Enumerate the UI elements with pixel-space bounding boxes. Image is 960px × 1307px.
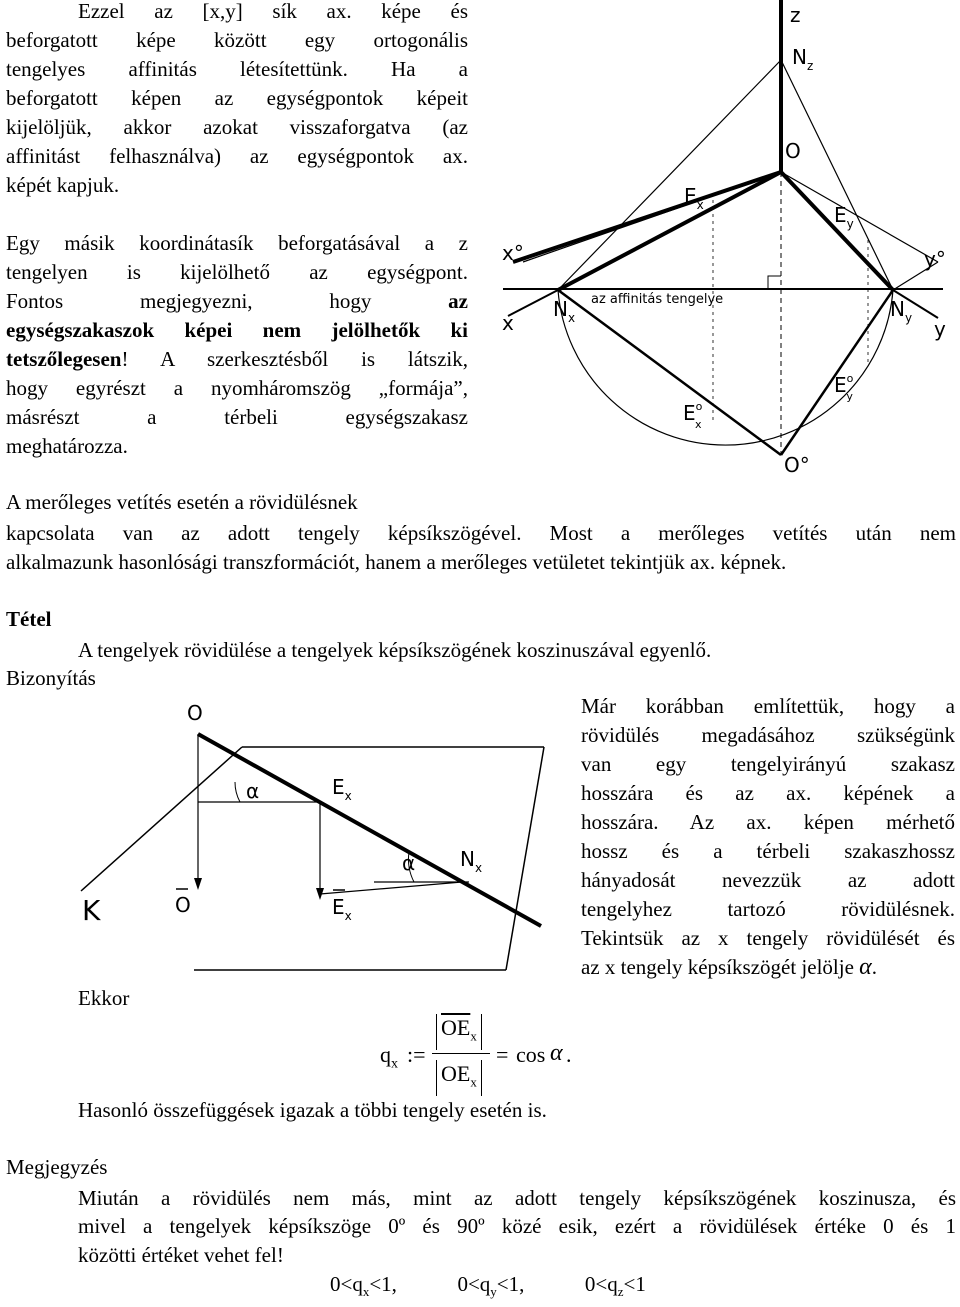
fig1-ey0-sup: o	[846, 372, 854, 385]
fig1-nz-sub: z	[806, 59, 814, 73]
ekkor-label: Ekkor	[78, 986, 130, 1010]
fig1-xdeg-label: x°	[502, 241, 524, 265]
fig1-nx-sub: x	[567, 311, 576, 325]
fig2-exbar-label	[332, 895, 352, 923]
inequality-x-rhs: <1,	[369, 1272, 397, 1296]
formula-q	[380, 1042, 398, 1072]
proof-last-line-text: az x tengely képsíkszögét jelölje	[581, 955, 854, 979]
fig1-ey: E	[834, 203, 847, 227]
intro-line: beforgatott képen az egységpontok képeit	[6, 86, 468, 110]
inequality-y	[457, 1272, 525, 1300]
proof-line: Tekintsük az x tengely rövidülését és	[581, 926, 955, 950]
fig1-ey0-sub: y	[846, 390, 853, 403]
fig2-o-label: O	[187, 701, 203, 725]
note-heading: Megjegyzés	[6, 1155, 108, 1179]
fig1-ex0-sub: x	[695, 418, 702, 431]
fig1-ey0-label	[834, 372, 854, 403]
second-line	[6, 287, 468, 316]
fig1-ey-label	[834, 203, 854, 231]
intro-line: Ezzel az [x,y] sík ax. képe és	[78, 0, 468, 23]
formula-numerator-text: $\overline{OE}$	[441, 1015, 471, 1040]
intro-line: tengelyes affinitás létesítettünk. Ha a	[6, 57, 468, 81]
similar-statement: Hasonló összefüggések igazak a többi tengely esetén is.	[78, 1098, 547, 1122]
proof-alpha-symbol: α	[859, 954, 872, 980]
proof-paragraph	[581, 692, 955, 982]
para3-line1: A merőleges vetítés esetén a rövidülésnek	[6, 490, 358, 514]
formula-denominator-sub: x	[470, 1074, 477, 1090]
fig1-o0-label: O°	[784, 453, 810, 477]
fig1-nz: N	[792, 45, 807, 69]
fig1-nx: N	[553, 297, 568, 321]
second-line-bold: tetszőlegesen	[6, 347, 122, 371]
fig1-ny: N	[890, 297, 905, 321]
inequality-z-lhs: 0<q	[584, 1272, 618, 1296]
inequality-y-rhs: <1,	[496, 1272, 525, 1296]
intro-line: affinitást felhasználva) az egységpontok ax.	[6, 144, 468, 168]
inequality-z	[584, 1272, 646, 1300]
shortening-formula	[380, 1014, 610, 1094]
formula-numerator	[436, 1014, 482, 1050]
fig1-o-label: O	[785, 139, 801, 163]
fig2-nx: N	[460, 847, 475, 871]
fig1-nz-label	[792, 45, 813, 73]
proof-last-line	[581, 953, 955, 982]
proof-line: Már korábban említettük, hogy a	[581, 694, 955, 718]
proof-line: hányadosát nevezzük az adott	[581, 868, 955, 892]
inequality-z-sub: z	[617, 1284, 624, 1300]
inequality-x-sub: x	[362, 1284, 370, 1300]
note-line3: közötti értéket vehet fel!	[78, 1243, 284, 1267]
fig1-x-label: x	[502, 311, 514, 335]
fig2-plane-k-label: K	[82, 894, 101, 927]
fig1-ex-label	[684, 184, 704, 212]
inequality-x	[330, 1272, 397, 1300]
fig2-nx-label	[460, 847, 482, 875]
second-line-part: ! A szerkesztésből is látszik,	[121, 347, 468, 371]
fig2-ex-sub: x	[344, 789, 352, 803]
theorem-text: A tengelyek rövidülése a tengelyek képsíkszögének koszinuszával egyenlő.	[78, 638, 712, 662]
fig1-ex-sub: x	[696, 198, 704, 212]
proof-line: hosszára és az ax. képének a	[581, 781, 955, 805]
second-line-part: Fontos megjegyezni, hogy	[6, 289, 449, 313]
fig1-ydeg-label: y°	[924, 247, 946, 271]
fig2-ex: E	[332, 775, 345, 799]
proof-line: hossz és a térbeli szakaszhossz	[581, 839, 955, 863]
proof-line: rövidülés megadásához szükségünk	[581, 723, 955, 747]
second-line	[6, 345, 468, 374]
fig1-ny-label	[890, 297, 912, 325]
fig2-ex-label	[332, 775, 352, 803]
fig2-exbar: E	[332, 895, 345, 919]
formula-fraction-bar	[432, 1053, 490, 1054]
second-line: Egy másik koordinátasík beforgatásával a z	[6, 231, 468, 255]
inequality-y-sub: y	[490, 1284, 497, 1300]
fig2-alpha1-label: α	[246, 779, 260, 803]
proof-period: .	[871, 955, 878, 979]
para3-line2: kapcsolata van az adott tengely képsíkszögével. Most a merőleges vetítés után nem	[6, 521, 956, 545]
formula-numerator-sub: x	[470, 1028, 477, 1044]
formula-q-sub: x	[391, 1056, 398, 1072]
fig1-ey0: E	[834, 373, 847, 397]
note-line2: mivel a tengelyek képsíkszöge 0º és 90º közé esik, ezért a rövidülések értéke 0 és 1	[78, 1214, 956, 1238]
para3-line3: alkalmazunk hasonlósági transzformációt, hanem a merőleges vetületet tekintjük ax. képnek.	[6, 550, 787, 574]
fig1-ex0-label	[683, 400, 703, 431]
fig1-ex0: E	[683, 401, 696, 425]
affinity-construction-figure	[498, 0, 960, 480]
second-paragraph	[6, 229, 468, 461]
inequality-x-lhs: 0<q	[330, 1272, 363, 1296]
fig2-nx-sub: x	[474, 861, 483, 875]
proof-heading: Bizonyítás	[6, 666, 96, 690]
fig2-obar-label: O	[175, 893, 191, 917]
second-line: tengelyen is kijelölhető az egységpont.	[6, 260, 468, 284]
formula-period: .	[566, 1042, 572, 1067]
formula-assign: :=	[407, 1042, 426, 1067]
formula-denominator-text: OE	[441, 1061, 471, 1086]
fig1-z-label: z	[790, 3, 801, 27]
second-line-bold: egységszakaszok képei nem jelölhetők ki	[6, 318, 468, 342]
inequality-row	[330, 1270, 646, 1306]
inequality-z-rhs: <1	[623, 1272, 646, 1296]
proof-line: van egy tengelyirányú szakasz	[581, 752, 955, 776]
formula-q-letter: q	[380, 1042, 391, 1067]
proof-line: hosszára. Az ax. képen mérhető	[581, 810, 955, 834]
proof-line: tengelyhez tartozó rövidülésnek.	[581, 897, 955, 921]
second-line: másrészt a térbeli egységszakasz	[6, 405, 468, 429]
fig1-ey-sub: y	[846, 217, 854, 231]
theorem-heading: Tétel	[6, 607, 52, 631]
fig1-y-label: y	[934, 317, 946, 341]
note-line1: Miután a rövidülés nem más, mint az adott tengely képsíkszögének koszinusza, és	[78, 1186, 956, 1210]
second-line: hogy egyrészt a nyomháromszög „formája”,	[6, 376, 468, 400]
fig2-exbar-sub: x	[344, 909, 352, 923]
formula-cos: cos	[516, 1042, 546, 1067]
fig1-ex0-sup: o	[695, 400, 703, 413]
fig1-affinity-axis-label: az affinitás tengelye	[591, 292, 724, 307]
formula-alpha: α	[550, 1040, 563, 1066]
intro-paragraph	[6, 0, 468, 200]
proof-figure	[74, 694, 554, 984]
second-line-bold: az	[448, 289, 468, 313]
fig1-ex: E	[684, 184, 697, 208]
formula-equals: =	[496, 1042, 509, 1067]
intro-line: kijelöljük, akkor azokat visszaforgatva (az	[6, 115, 468, 139]
fig1-ny-sub: y	[904, 311, 913, 325]
intro-line: beforgatott képe között egy ortogonális	[6, 28, 468, 52]
fig2-alpha2-label: α	[402, 851, 416, 875]
formula-denominator	[436, 1060, 482, 1096]
intro-line: képét kapjuk.	[6, 173, 120, 197]
second-line: meghatározza.	[6, 434, 128, 458]
inequality-y-lhs: 0<q	[457, 1272, 491, 1296]
